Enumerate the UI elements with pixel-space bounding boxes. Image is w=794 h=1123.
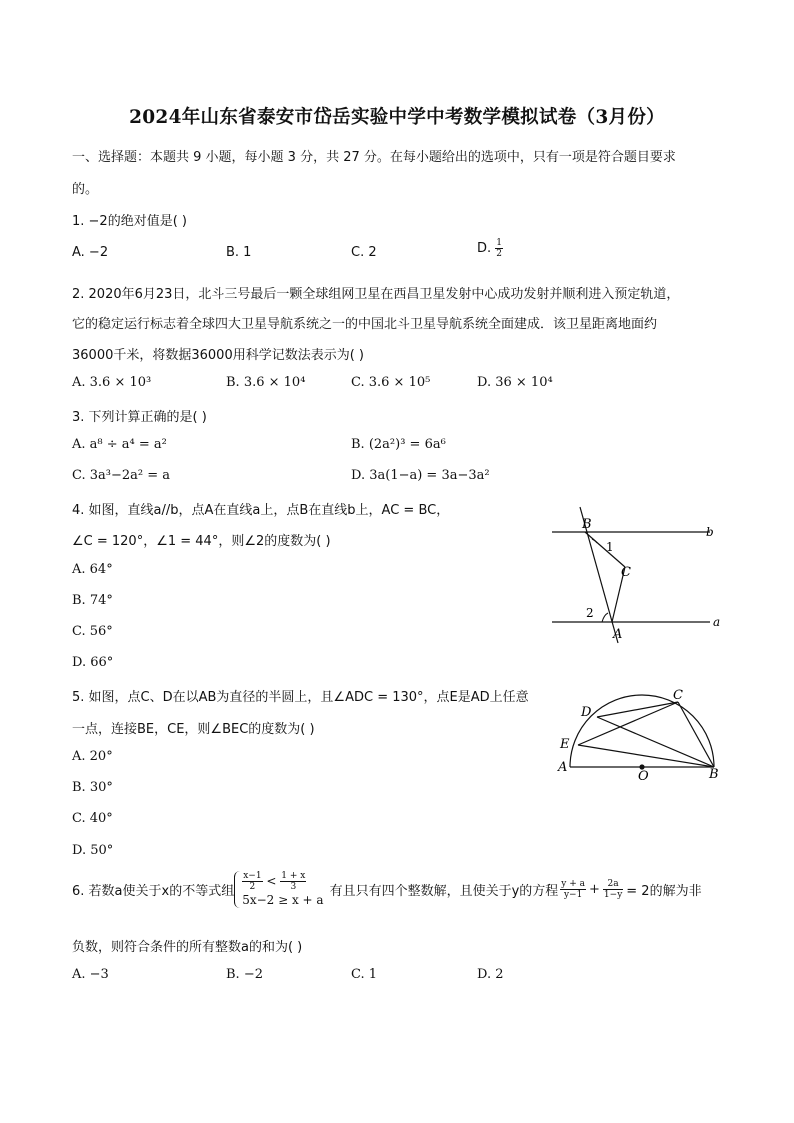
q1-option-c: C. 2 [351, 245, 377, 260]
q4-option-a: A. 64° [72, 562, 113, 577]
q6-inequality-system [234, 871, 323, 908]
q4-segment-bc [585, 532, 625, 567]
q6-ineq2: 5x−2 ≥ x + a [242, 893, 324, 907]
q5-label-C: C [673, 688, 683, 703]
page-title: 2024年山东省泰安市岱岳实验中学中考数学模拟试卷（3月份） [129, 107, 665, 128]
q5-label-D: D [581, 705, 592, 720]
q1-option-b: B. 1 [226, 245, 252, 260]
q2-line2: 它的稳定运行标志着全球四大卫星导航系统之一的中国北斗卫星导航系统全面建成．该卫星距离地面约 [72, 317, 658, 332]
q6-ineq1-left-den: 2 [249, 882, 256, 892]
q1-option-d-numerator: 1 [496, 238, 503, 248]
q6-ineq1-right-fraction [280, 871, 306, 892]
q5-line2: 一点，连接BE，CE，则∠BEC的度数为( ) [72, 722, 315, 737]
q4-figure [540, 495, 740, 645]
q1-stem: 1. −2的绝对值是( ) [72, 214, 187, 229]
q6-eq-fraction1-num: y + a [561, 879, 586, 889]
q3-option-a: A. a⁸ ÷ a⁴ = a² [72, 437, 167, 452]
q5-option-b: B. 30° [72, 780, 113, 795]
q4-label-C: C [621, 565, 631, 580]
q6-line1 [72, 871, 702, 908]
q5-line1: 5. 如图，点C、D在以AB为直径的半圆上，且∠ADC = 130°，点E是AD上任意 [72, 690, 529, 705]
q1-option-d-prefix: D. [477, 241, 492, 256]
q4-line1: 4. 如图，直线a//b，点A在直线a上，点B在直线b上，AC = BC， [72, 503, 450, 518]
q6-ineq1-right-den: 3 [290, 882, 297, 892]
q6-ineq1-operator: < [266, 874, 277, 888]
q6-prefix: 6. 若数a使关于x的不等式组 [72, 884, 235, 899]
section-header-line1: 一、选择题：本题共 9 小题，每小题 3 分，共 27 分。在每小题给出的选项中，只有一项是符合题目要求 [72, 150, 676, 165]
q6-eq-fraction2-den: 1−y [603, 890, 623, 900]
q4-label-b: b [706, 525, 714, 539]
q5-option-a: A. 20° [72, 749, 113, 764]
q6-option-d: D. 2 [477, 967, 504, 982]
q6-ineq1 [242, 871, 323, 892]
q5-label-E: E [560, 737, 570, 752]
q6-option-a: A. −3 [72, 967, 109, 982]
section-header-line2: 的。 [72, 182, 99, 197]
q6-ineq1-left-fraction [242, 871, 262, 892]
q4-label-2: 2 [586, 606, 594, 620]
q5-label-O: O [638, 769, 649, 784]
q5-chord-cb [678, 702, 714, 767]
q1-option-d-fraction [495, 238, 503, 259]
q4-option-b: B. 74° [72, 593, 113, 608]
q5-chord-dc [597, 702, 678, 717]
q6-line2: 负数，则符合条件的所有整数a的和为( ) [72, 940, 303, 955]
q4-label-a: a [713, 615, 721, 629]
q6-eq-plus: + [589, 882, 600, 897]
q4-angle2-arc [602, 613, 608, 622]
q1-option-d [477, 238, 503, 259]
q6-eq-fraction2-num: 2a [603, 879, 623, 890]
q6-middle: 有且只有四个整数解，且使关于y的方程 [329, 884, 559, 899]
q3-option-d: D. 3a(1−a) = 3a−3a² [351, 468, 490, 483]
q2-line1: 2. 2020年6月23日，北斗三号最后一颗全球组网卫星在西昌卫星发射中心成功发射并顺利进入预定轨道， [72, 287, 680, 302]
q2-option-b: B. 3.6 × 10⁴ [226, 375, 306, 390]
q3-stem: 3. 下列计算正确的是( ) [72, 410, 207, 425]
q6-option-c: C. 1 [351, 967, 378, 982]
q3-option-c: C. 3a³−2a² = a [72, 468, 171, 483]
q5-segment-eb [578, 745, 714, 767]
q6-ineq1-left-num: x−1 [243, 871, 262, 881]
q5-label-B: B [709, 767, 719, 782]
q2-option-a: A. 3.6 × 10³ [72, 375, 152, 390]
q5-figure [550, 680, 730, 790]
q5-option-c: C. 40° [72, 811, 113, 826]
q5-segment-ec [578, 702, 678, 745]
q4-line2: ∠C = 120°，∠1 = 44°，则∠2的度数为( ) [72, 534, 331, 549]
q6-option-b: B. −2 [226, 967, 263, 982]
q6-suffix: = 2的解为非 [626, 884, 702, 899]
q5-option-d: D. 50° [72, 843, 114, 858]
q1-option-a: A. −2 [72, 245, 109, 260]
q4-label-B: B [582, 517, 592, 532]
q4-option-c: C. 56° [72, 624, 113, 639]
q2-line3: 36000千米，将数据36000用科学记数法表示为( ) [72, 348, 364, 363]
q6-brace [234, 871, 241, 908]
q6-eq-fraction2 [603, 879, 623, 900]
q6-eq-fraction1-den: y−1 [563, 890, 583, 900]
q6-ineq1-right-num: 1 + x [281, 871, 306, 881]
q4-label-1: 1 [606, 540, 614, 554]
q5-label-A: A [558, 760, 568, 775]
q4-option-d: D. 66° [72, 655, 114, 670]
q2-option-d: D. 36 × 10⁴ [477, 375, 553, 390]
q2-option-c: C. 3.6 × 10⁵ [351, 375, 431, 390]
q4-label-A: A [613, 627, 623, 642]
q1-option-d-denominator: 2 [496, 249, 503, 259]
q5-semicircle [570, 695, 714, 767]
q6-eq-fraction1 [560, 879, 586, 900]
q5-chord-db [597, 717, 714, 767]
q3-option-b: B. (2a²)³ = 6a⁶ [351, 437, 446, 452]
